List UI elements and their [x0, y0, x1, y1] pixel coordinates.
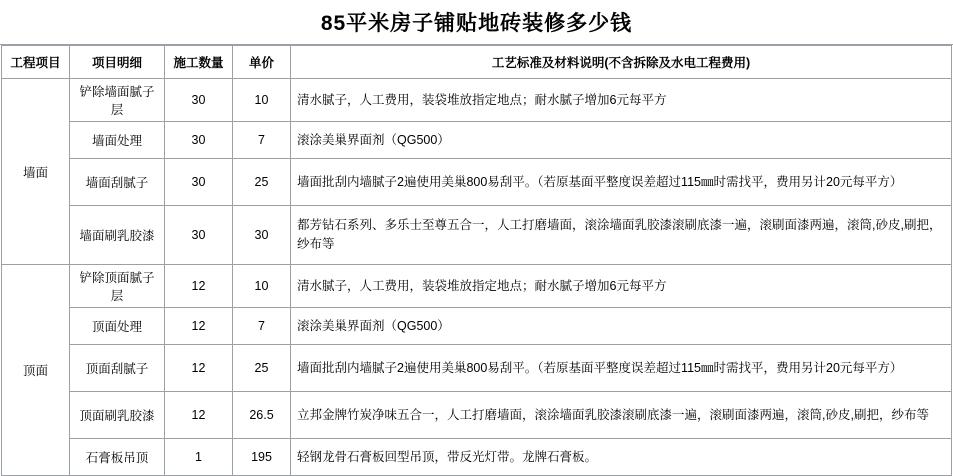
table-row [2, 159, 952, 206]
item-cell: 顶面刷乳胶漆 [70, 392, 165, 439]
quantity-cell: 12 [165, 392, 233, 439]
table-row [2, 345, 952, 392]
price-cell: 195 [233, 439, 291, 476]
description-cell: 清水腻子，人工费用，装袋堆放指定地点；耐水腻子增加6元每平方 [291, 265, 952, 308]
table-row [2, 308, 952, 345]
description-cell: 墙面批刮内墙腻子2遍使用美巢800易刮平。（若原基面平整度误差超过115㎜时需找平，费用另计20元每平方） [291, 345, 952, 392]
item-cell: 铲除墙面腻子层 [70, 79, 165, 122]
description-cell: 滚涂美巢界面剂（QG500） [291, 122, 952, 159]
quantity-cell: 12 [165, 345, 233, 392]
price-cell: 30 [233, 206, 291, 265]
quantity-cell: 1 [165, 439, 233, 476]
price-cell: 10 [233, 79, 291, 122]
price-cell: 26.5 [233, 392, 291, 439]
quantity-cell: 12 [165, 265, 233, 308]
item-cell: 顶面处理 [70, 308, 165, 345]
description-cell: 清水腻子，人工费用，装袋堆放指定地点；耐水腻子增加6元每平方 [291, 79, 952, 122]
quantity-cell: 30 [165, 79, 233, 122]
document-title-bar [0, 0, 953, 45]
price-cell: 25 [233, 159, 291, 206]
price-cell: 10 [233, 265, 291, 308]
category-cell: 墙面 [2, 79, 70, 265]
description-cell: 滚涂美巢界面剂（QG500） [291, 308, 952, 345]
quantity-cell: 30 [165, 159, 233, 206]
header-description: 工艺标准及材料说明(不含拆除及水电工程费用) [291, 46, 952, 79]
table-row [2, 122, 952, 159]
description-cell: 都芳钻石系列、多乐士至尊五合一，人工打磨墙面，滚涂墙面乳胶漆滚刷底漆一遍，滚刷面漆两遍，滚筒,砂皮,刷把，纱布等 [291, 206, 952, 265]
item-cell: 墙面刮腻子 [70, 159, 165, 206]
quantity-cell: 30 [165, 122, 233, 159]
table-row [2, 439, 952, 476]
table-body [2, 79, 952, 476]
header-category: 工程项目 [2, 46, 70, 79]
table-header-row [2, 46, 952, 79]
header-unit-price: 单价 [233, 46, 291, 79]
table-row [2, 79, 952, 122]
table-row [2, 392, 952, 439]
description-cell: 立邦金牌竹炭净味五合一，人工打磨墙面，滚涂墙面乳胶漆滚刷底漆一遍，滚刷面漆两遍，滚筒,砂皮,刷把，纱布等 [291, 392, 952, 439]
item-cell: 石膏板吊顶 [70, 439, 165, 476]
table-row [2, 265, 952, 308]
price-cell: 7 [233, 308, 291, 345]
price-cell: 25 [233, 345, 291, 392]
header-quantity: 施工数量 [165, 46, 233, 79]
table-row [2, 206, 952, 265]
table-header [2, 46, 952, 79]
item-cell: 墙面处理 [70, 122, 165, 159]
item-cell: 铲除顶面腻子层 [70, 265, 165, 308]
item-cell: 墙面刷乳胶漆 [70, 206, 165, 265]
header-item: 项目明细 [70, 46, 165, 79]
item-cell: 顶面刮腻子 [70, 345, 165, 392]
category-cell: 顶面 [2, 265, 70, 476]
quote-table [1, 45, 952, 476]
quantity-cell: 12 [165, 308, 233, 345]
quantity-cell: 30 [165, 206, 233, 265]
price-cell: 7 [233, 122, 291, 159]
page-title: 85平米房子铺贴地砖装修多少钱 [320, 12, 633, 35]
description-cell: 轻钢龙骨石膏板回型吊顶，带反光灯带。龙牌石膏板。 [291, 439, 952, 476]
description-cell: 墙面批刮内墙腻子2遍使用美巢800易刮平。（若原基面平整度误差超过115㎜时需找平，费用另计20元每平方） [291, 159, 952, 206]
